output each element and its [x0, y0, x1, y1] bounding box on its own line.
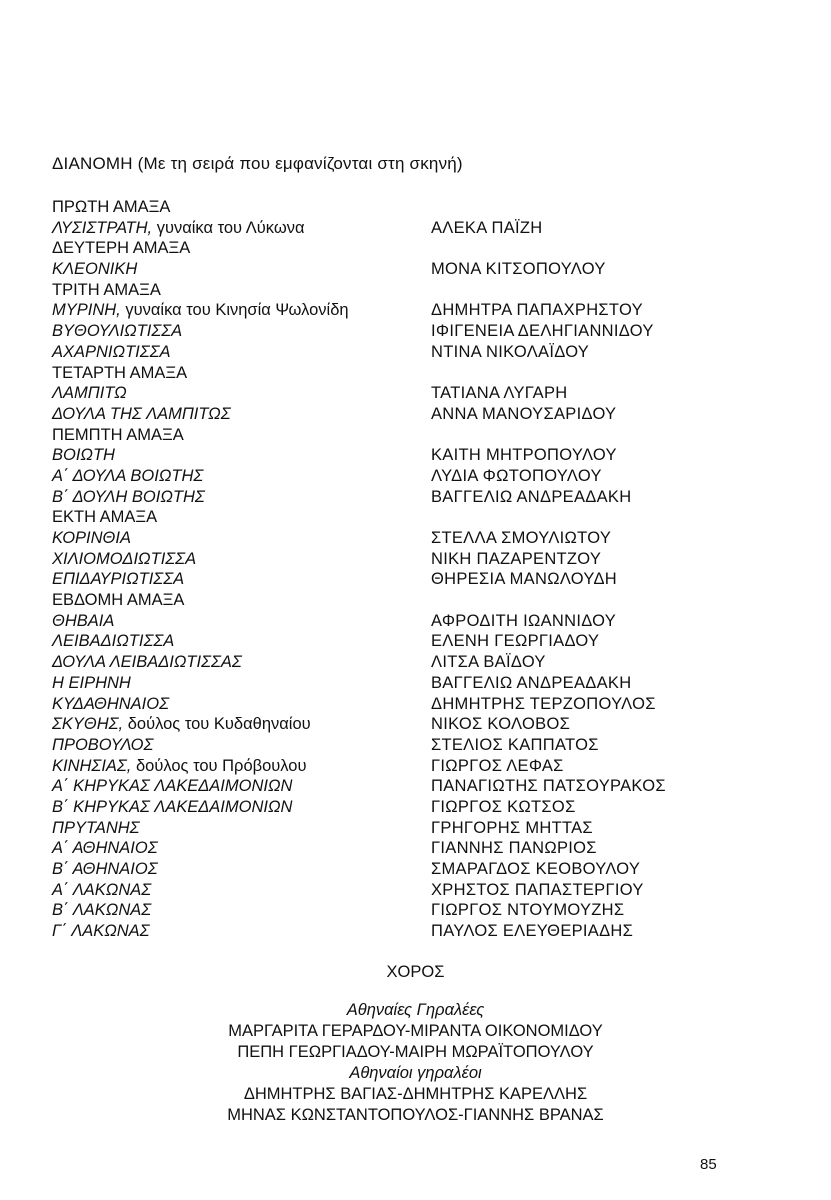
chorus-member-names: ΜΑΡΓΑΡΙΤΑ ΓΕΡΑΡΔΟΥ-ΜΙΡΑΝΤΑ ΟΙΚΟΝΟΜΙΔΟΥ [228, 1022, 603, 1040]
chorus-group-label: Αθηναίες Γηραλέες [346, 1001, 485, 1019]
role-title: ΠΡΥΤΑΝΗΣ [52, 818, 140, 837]
cast-row [52, 445, 752, 466]
cast-row [52, 631, 752, 652]
role-title: Α΄ ΚΗΡΥΚΑΣ ΛΑΚΕΔΑΙΜΟΝΙΩΝ [52, 777, 293, 796]
actor-name: ΣΤΕΛΙΟΣ ΚΑΠΠΑΤΟΣ [431, 735, 599, 754]
cast-row [52, 900, 752, 921]
actor-name: ΛΥΔΙΑ ΦΩΤΟΠΟΥΛΟΥ [431, 466, 602, 485]
role-name [52, 735, 153, 756]
role-name [52, 259, 137, 280]
cast-row [52, 549, 752, 570]
cast-list [52, 197, 752, 942]
actor-name: ΙΦΙΓΕΝΕΙΑ ΔΕΛΗΓΙΑΝΝΙΔΟΥ [431, 322, 654, 341]
cast-row [52, 797, 752, 818]
role-title: ΕΒΔΟΜΗ ΑΜΑΞΑ [52, 591, 185, 610]
actor-name: ΘΗΡΕΣΙΑ ΜΑΝΩΛΟΥΔΗ [431, 570, 618, 589]
role-description: δούλος του Πρόβουλου [131, 756, 307, 775]
role-title: ΠΡΩΤΗ ΑΜΑΞΑ [52, 198, 171, 216]
role-name [52, 838, 158, 859]
role-title: Β΄ ΚΗΡΥΚΑΣ ΛΑΚΕΔΑΙΜΟΝΙΩΝ [52, 797, 293, 816]
role-title: ΤΡΙΤΗ ΑΜΑΞΑ [52, 280, 161, 299]
role-name [52, 445, 115, 466]
actor-name: ΓΙΑΝΝΗΣ ΠΑΝΩΡΙΟΣ [431, 839, 597, 858]
actor-name: ΝΤΙΝΑ ΝΙΚΟΛΑΪΔΟΥ [431, 342, 590, 361]
role-title: ΑΧΑΡΝΙΩΤΙΣΣΑ [52, 342, 171, 361]
scene-heading [52, 197, 170, 218]
cast-row [52, 880, 752, 901]
role-title: Β΄ ΛΑΚΩΝΑΣ [52, 901, 152, 920]
role-description: γυναίκα του Κινησία Ψωλονίδη [120, 301, 349, 320]
chorus-member-names: ΔΗΜΗΤΡΗΣ ΒΑΓΙΑΣ-ΔΗΜΗΤΡΗΣ ΚΑΡΕΛΛΗΣ [243, 1085, 588, 1103]
cast-row [52, 363, 752, 384]
actor-name: ΒΑΓΓΕΛΙΩ ΑΝΔΡΕΑΔΑΚΗ [431, 487, 632, 506]
role-name [52, 611, 114, 632]
chorus-member-names: ΜΗΝΑΣ ΚΩΝΣΤΑΝΤΟΠΟΥΛΟΣ-ΓΙΑΝΝΗΣ ΒΡΑΝΑΣ [227, 1106, 604, 1124]
actor-name: ΛΙΤΣΑ ΒΑΪΔΟΥ [431, 653, 546, 672]
role-name [52, 673, 131, 694]
actor-name: ΜΟΝΑ ΚΙΤΣΟΠΟΥΛΟΥ [431, 260, 606, 279]
role-title: ΔΕΥΤΕΡΗ ΑΜΑΞΑ [52, 239, 191, 258]
cast-row [52, 218, 752, 239]
cast-row [52, 735, 752, 756]
actor-name: ΕΛΕΝΗ ΓΕΩΡΓΙΑΔΟΥ [431, 632, 600, 651]
scene-heading [52, 280, 161, 301]
cast-row [52, 404, 752, 425]
scene-heading [52, 590, 184, 611]
role-title: ΛΑΜΠΙΤΩ [52, 384, 127, 403]
actor-name: ΚΑΙΤΗ ΜΗΤΡΟΠΟΥΛΟΥ [431, 446, 617, 465]
actor-name: ΤΑΤΙΑΝΑ ΛΥΓΑΡΗ [431, 384, 568, 403]
role-name [52, 921, 150, 942]
cast-row [52, 425, 752, 446]
role-name [52, 300, 349, 321]
role-title: Β΄ ΔΟΥΛΗ ΒΟΙΩΤΗΣ [52, 487, 205, 506]
cast-row [52, 321, 752, 342]
role-title: Α΄ ΛΑΚΩΝΑΣ [52, 880, 152, 899]
role-name [52, 652, 242, 673]
actor-name: ΠΑΥΛΟΣ ΕΛΕΥΘΕΡΙΑΔΗΣ [431, 922, 634, 941]
cast-row [52, 694, 752, 715]
cast-row [52, 673, 752, 694]
cast-row [52, 714, 752, 735]
role-title: ΒΟΙΩΤΗ [52, 446, 115, 465]
role-name [52, 549, 196, 570]
role-title: ΛΥΣΙΣΤΡΑΤΗ, [52, 218, 153, 237]
role-title: ΛΕΙΒΑΔΙΩΤΙΣΣΑ [52, 632, 175, 651]
page-number: 85 [700, 1156, 717, 1173]
cast-row [52, 280, 752, 301]
role-title: Η ΕΙΡΗΝΗ [52, 673, 131, 692]
role-title: ΚΥΔΑΘΗΝΑΙΟΣ [52, 694, 169, 713]
role-name [52, 569, 184, 590]
role-name [52, 756, 307, 777]
cast-row [52, 921, 752, 942]
cast-row [52, 342, 752, 363]
actor-name: ΓΡΗΓΟΡΗΣ ΜΗΤΤΑΣ [431, 818, 593, 837]
actor-name: ΑΛΕΚΑ ΠΑΪΖΗ [431, 218, 543, 237]
role-title: ΠΡΟΒΟΥΛΟΣ [52, 735, 154, 754]
role-name [52, 218, 305, 239]
cast-row [52, 776, 752, 797]
cast-row [52, 383, 752, 404]
cast-row [52, 300, 752, 321]
role-title: ΧΙΛΙΟΜΟΔΙΩΤΙΣΣΑ [52, 549, 197, 568]
role-name [52, 528, 131, 549]
role-title: Α΄ ΑΘΗΝΑΙΟΣ [52, 839, 158, 858]
cast-row [52, 466, 752, 487]
cast-row [52, 756, 752, 777]
cast-row [52, 238, 752, 259]
cast-row [52, 569, 752, 590]
cast-row [52, 838, 752, 859]
role-title: ΚΙΝΗΣΙΑΣ, [52, 756, 132, 775]
actor-name: ΧΡΗΣΤΟΣ ΠΑΠΑΣΤΕΡΓΙΟΥ [431, 880, 644, 899]
role-title: ΤΕΤΑΡΤΗ ΑΜΑΞΑ [52, 363, 188, 382]
role-title: ΠΕΜΠΤΗ ΑΜΑΞΑ [52, 425, 184, 444]
actor-name: ΠΑΝΑΓΙΩΤΗΣ ΠΑΤΣΟΥΡΑΚΟΣ [431, 777, 666, 796]
cast-row [52, 528, 752, 549]
role-title: ΣΚΥΘΗΣ, [52, 715, 124, 734]
role-title: ΔΟΥΛΑ ΛΕΙΒΑΔΙΩΤΙΣΣΑΣ [52, 653, 242, 672]
actor-name: ΑΝΝΑ ΜΑΝΟΥΣΑΡΙΔΟΥ [431, 404, 617, 423]
role-name [52, 383, 127, 404]
actor-name: ΓΙΩΡΓΟΣ ΛΕΦΑΣ [431, 756, 564, 775]
actor-name: ΝΙΚΟΣ ΚΟΛΟΒΟΣ [431, 715, 571, 734]
actor-name: ΣΜΑΡΑΓΔΟΣ ΚΕΟΒΟΥΛΟΥ [431, 860, 641, 878]
role-name [52, 880, 151, 901]
cast-row [52, 259, 752, 280]
role-title: Β΄ ΑΘΗΝΑΙΟΣ [52, 860, 158, 878]
cast-row [52, 818, 752, 839]
chorus-group-label: Αθηναίοι γηραλέοι [349, 1064, 482, 1082]
actor-name: ΒΑΓΓΕΛΙΩ ΑΝΔΡΕΑΔΑΚΗ [431, 673, 632, 692]
role-title: ΘΗΒΑΙΑ [52, 611, 115, 630]
cast-row [52, 487, 752, 508]
actor-name: ΑΦΡΟΔΙΤΗ ΙΩΑΝΝΙΔΟΥ [431, 611, 617, 630]
role-name [52, 900, 151, 921]
role-name [52, 797, 292, 818]
role-title: ΚΟΡΙΝΘΙΑ [52, 529, 131, 547]
role-title: ΕΠΙΔΑΥΡΙΩΤΙΣΣΑ [52, 570, 185, 589]
chorus-title: ΧΟΡΟΣ [386, 963, 445, 981]
role-name [52, 631, 174, 652]
role-name [52, 404, 231, 425]
role-title: Α΄ ΔΟΥΛΑ ΒΟΙΩΤΗΣ [52, 466, 204, 485]
cast-row [52, 507, 752, 528]
cast-row [52, 859, 752, 880]
role-name [52, 714, 311, 735]
role-name [52, 694, 169, 715]
chorus-members [0, 1000, 831, 1126]
scene-heading [52, 238, 190, 259]
scene-heading [52, 425, 184, 446]
scene-heading [52, 507, 157, 528]
role-name [52, 321, 182, 342]
actor-name: ΔΗΜΗΤΡΑ ΠΑΠΑΧΡΗΣΤΟΥ [431, 301, 643, 320]
role-description: γυναίκα του Λύκωνα [152, 218, 305, 237]
cast-row [52, 197, 752, 218]
role-title: ΒΥΘΟΥΛΙΩΤΙΣΣΑ [52, 322, 183, 341]
actor-name: ΓΙΩΡΓΟΣ ΝΤΟΥΜΟΥΖΗΣ [431, 901, 625, 920]
role-title: ΔΟΥΛΑ ΤΗΣ ΛΑΜΠΙΤΩΣ [52, 404, 231, 423]
chorus-member-names: ΠΕΠΗ ΓΕΩΡΓΙΑΔΟΥ-ΜΑΙΡΗ ΜΩΡΑΪΤΟΠΟΥΛΟΥ [237, 1043, 594, 1061]
actor-name: ΝΙΚΗ ΠΑΖΑΡΕΝΤΖΟΥ [431, 549, 602, 568]
role-description: δούλος του Κυδαθηναίου [123, 715, 311, 734]
role-name [52, 487, 205, 508]
actor-name: ΔΗΜΗΤΡΗΣ ΤΕΡΖΟΠΟΥΛΟΣ [431, 694, 656, 713]
actor-name: ΣΤΕΛΛΑ ΣΜΟΥΛΙΩΤΟΥ [431, 529, 612, 547]
role-title: ΕΚΤΗ ΑΜΑΞΑ [52, 508, 158, 527]
cast-row [52, 611, 752, 632]
role-title: Γ΄ ΛΑΚΩΝΑΣ [52, 922, 150, 941]
cast-row [52, 590, 752, 611]
role-name [52, 466, 203, 487]
role-name [52, 859, 158, 880]
role-name [52, 818, 140, 839]
role-name [52, 342, 171, 363]
scene-heading [52, 363, 187, 384]
actor-name: ΓΙΩΡΓΟΣ ΚΩΤΣΟΣ [431, 797, 576, 816]
role-name [52, 776, 292, 797]
page-heading: ΔΙΑΝΟΜΗ (Με τη σειρά που εμφανίζονται στη σκηνή) [52, 154, 463, 173]
role-title: ΜΥΡΙΝΗ, [52, 301, 121, 320]
role-title: ΚΛΕΟΝΙΚΗ [52, 260, 138, 279]
cast-row [52, 652, 752, 673]
